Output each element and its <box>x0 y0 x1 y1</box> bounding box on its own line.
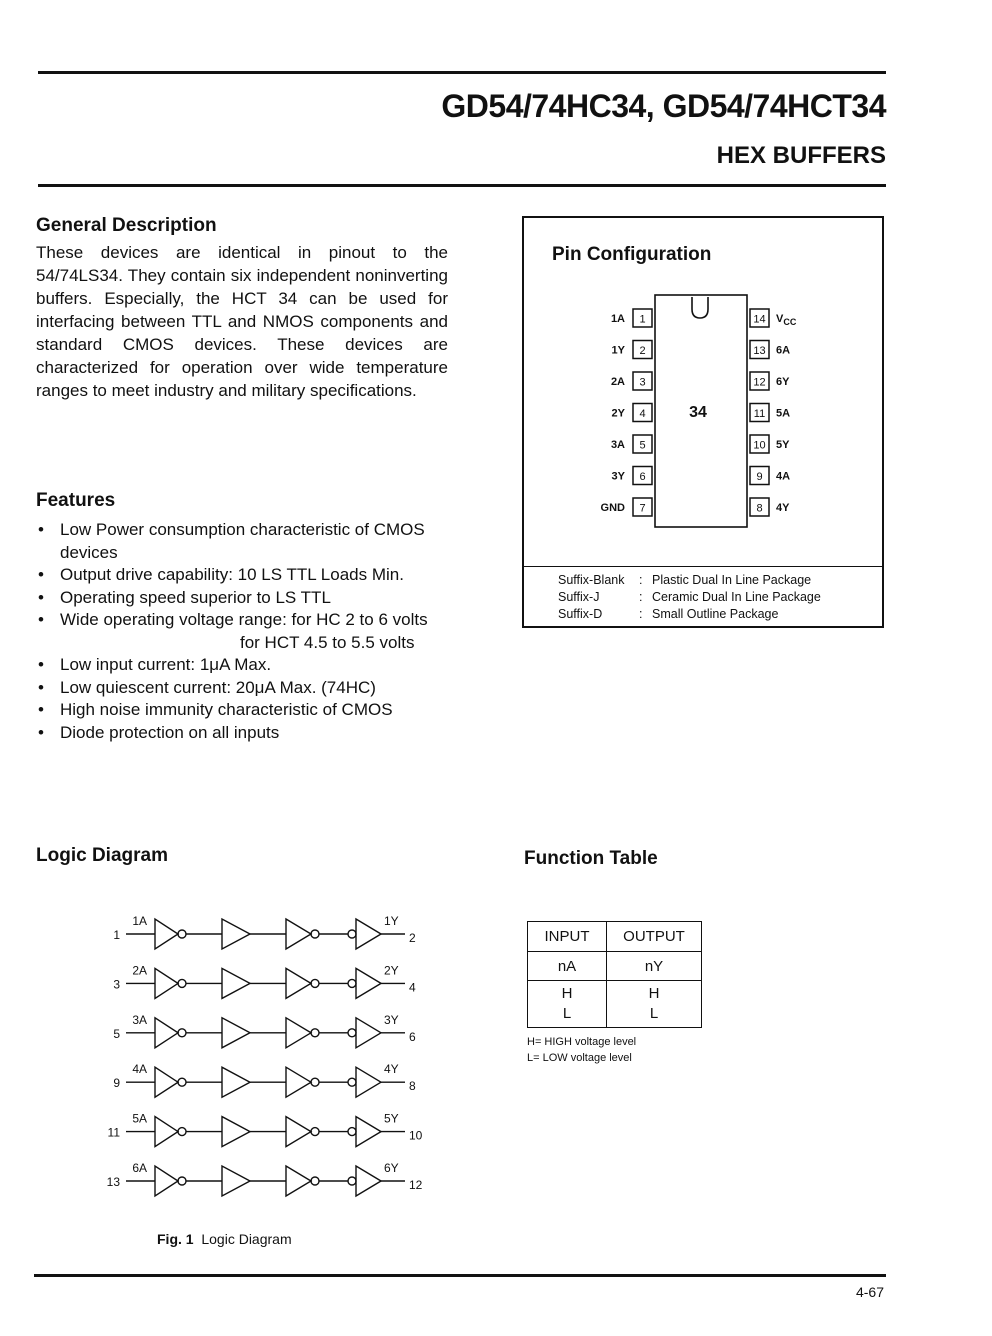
table-row <box>528 981 702 1028</box>
inversion-bubble <box>348 979 356 987</box>
output-name: 1Y <box>384 914 399 928</box>
table-cell: L <box>562 1005 572 1022</box>
buffer-symbol <box>222 1018 250 1048</box>
output-name: 6Y <box>384 1161 399 1175</box>
feature-item: • Output drive capability: 10 LS TTL Loads Min. <box>36 564 466 587</box>
suffix-blank-key: Suffix-Blank <box>558 573 625 587</box>
output-name: 2Y <box>384 963 399 978</box>
inverter-symbol <box>155 968 178 998</box>
page-title: GD54/74HC34, GD54/74HCT34 <box>441 88 886 124</box>
inverter-symbol <box>286 1166 311 1196</box>
inverter-symbol <box>286 968 311 998</box>
buffer-chain <box>113 963 416 998</box>
input-name: 5A <box>132 1111 147 1126</box>
pin-number: 13 <box>753 345 766 357</box>
caption-fig-number: Fig. 1 <box>157 1231 194 1247</box>
pin-name: 1A <box>610 313 625 325</box>
buffer-symbol <box>356 1067 381 1097</box>
inversion-bubble <box>348 1078 356 1086</box>
output-name: 3Y <box>384 1012 399 1027</box>
pin-name: 6Y <box>776 376 790 388</box>
output-pin-number: 2 <box>409 931 416 945</box>
features-heading: Features <box>36 490 116 511</box>
logic-diagram-heading: Logic Diagram <box>36 845 168 866</box>
pin-name: 3Y <box>611 470 625 483</box>
input-pin-number: 1 <box>113 928 120 942</box>
page-number: 4-67 <box>855 1284 884 1300</box>
suffix-d-value: Small Outline Package <box>652 607 779 621</box>
buffer-symbol <box>356 1166 381 1196</box>
buffer-symbol <box>356 1117 381 1147</box>
inverter-symbol <box>155 1067 178 1097</box>
table-cell: H <box>561 985 573 1002</box>
output-name: 5Y <box>384 1111 399 1126</box>
buffer-chain <box>113 1013 416 1048</box>
feature-item-continuation: for HCT 4.5 to 5.5 volts <box>240 632 415 652</box>
pin-number: 10 <box>753 439 766 452</box>
pin-number: 5 <box>639 439 646 452</box>
feature-item: • Low quiescent current: 20μA Max. (74HC) <box>36 677 466 700</box>
pin-number: 9 <box>756 471 763 483</box>
inversion-bubble <box>348 930 356 938</box>
suffix-j-value: Ceramic Dual In Line Package <box>652 590 821 604</box>
buffer-chain <box>113 1062 416 1097</box>
input-pin-number: 5 <box>113 1026 120 1041</box>
function-table <box>527 921 702 1028</box>
inverter-symbol <box>286 919 311 949</box>
ic-label: 34 <box>689 404 707 421</box>
table-cell: L <box>649 1005 659 1022</box>
buffer-chain <box>108 1112 423 1147</box>
inverter-symbol <box>286 1117 311 1147</box>
feature-item: • Wide operating voltage range: for HC 2 to 6 volts for HCT 4.5 to 5.5 volts <box>36 609 466 654</box>
inversion-bubble <box>348 1177 356 1185</box>
logic-diagram-caption <box>157 1231 292 1247</box>
input-pin-number: 11 <box>107 1125 120 1140</box>
suffix-d-key: Suffix-D <box>558 607 603 621</box>
input-name: 4A <box>132 1062 147 1077</box>
inverter-symbol <box>155 1166 178 1196</box>
buffer-symbol <box>356 1018 381 1048</box>
buffer-symbol <box>222 1166 250 1196</box>
pin-name: 2A <box>610 376 625 388</box>
buffer-chain <box>107 1161 423 1196</box>
buffer-symbol <box>356 968 381 998</box>
legend-high: H= HIGH voltage level <box>527 1036 637 1048</box>
suffix-j-sep: : <box>639 590 643 604</box>
buffer-chain <box>113 914 416 949</box>
pin-number: 12 <box>753 376 766 389</box>
pin-name: 5A <box>776 407 791 420</box>
buffer-symbol <box>356 919 381 949</box>
pin-number: 2 <box>639 345 646 357</box>
function-table-heading: Function Table <box>524 848 658 869</box>
pin-number: 1 <box>639 313 646 326</box>
suffix-d-sep: : <box>639 607 643 621</box>
feature-item: • Low input current: 1μA Max. <box>36 654 466 677</box>
suffix-blank-value: Plastic Dual In Line Package <box>652 573 812 587</box>
pin-name: $V_{CC}$ <box>776 313 797 327</box>
pin-number: 4 <box>639 408 646 420</box>
pin-name: GND <box>600 502 625 514</box>
inverter-symbol <box>286 1018 311 1048</box>
general-description-text: These devices are identical in pinout to the 54/74LS34. They contain six independent noninverting buffers. Especially, the HCT 34 can be used for interfacing between TTL and NMOS components and standard CMOS devices. These devices are characterized for operation over wide temperature ranges to meet industry and military specifications. <box>36 243 448 400</box>
inverter-symbol <box>286 1067 311 1097</box>
caption-text: Logic Diagram <box>201 1231 292 1247</box>
output-pin-number: 12 <box>409 1178 423 1192</box>
pin-number: 14 <box>753 313 766 326</box>
buffer-symbol <box>222 1117 250 1147</box>
pin-name: 4Y <box>776 502 790 514</box>
suffix-blank-sep: : <box>639 573 643 587</box>
inverter-symbol <box>155 1117 178 1147</box>
suffix-j-key: Suffix-J <box>558 590 600 604</box>
pin-configuration-heading: Pin Configuration <box>552 244 712 265</box>
pin-number: 7 <box>639 502 646 515</box>
inversion-bubble <box>348 1128 356 1136</box>
page-subtitle: HEX BUFFERS <box>716 142 886 169</box>
pin-name: 1Y <box>611 344 625 357</box>
pin-number: 3 <box>639 376 646 389</box>
table-cell: H <box>648 985 660 1002</box>
buffer-symbol <box>222 919 250 949</box>
pin-number: 8 <box>756 502 763 515</box>
input-pin-number: 13 <box>106 1175 120 1189</box>
table-subheader-output: nY <box>607 952 702 981</box>
feature-item: • High noise immunity characteristic of CMOS <box>36 699 466 722</box>
table-header-input: INPUT <box>528 922 607 952</box>
pin-name: 2Y <box>611 407 625 420</box>
input-name: 6A <box>132 1161 147 1175</box>
pin-name: 3A <box>610 439 625 451</box>
feature-item: • Low Power consumption characteristic of CMOS devices <box>36 519 466 564</box>
pin-number: 11 <box>753 408 766 420</box>
table-subheader-input: nA <box>528 952 607 981</box>
pin-number: 6 <box>639 471 646 483</box>
feature-item: • Diode protection on all inputs <box>36 722 466 745</box>
general-description-heading: General Description <box>36 215 217 236</box>
inversion-bubble <box>348 1029 356 1037</box>
input-name: 1A <box>132 914 147 928</box>
pin-name: 5Y <box>776 439 790 451</box>
output-name: 4Y <box>384 1062 399 1077</box>
pin-name: 4A <box>776 470 791 483</box>
inverter-symbol <box>155 919 178 949</box>
buffer-symbol <box>222 968 250 998</box>
feature-item: • Operating speed superior to LS TTL <box>36 587 466 610</box>
input-name: 3A <box>132 1012 147 1027</box>
inverter-symbol <box>155 1018 178 1048</box>
output-pin-number: 10 <box>409 1128 423 1143</box>
output-pin-number: 8 <box>409 1079 416 1094</box>
input-pin-number: 3 <box>113 977 120 992</box>
output-pin-number: 4 <box>409 980 416 995</box>
output-pin-number: 6 <box>409 1029 416 1044</box>
table-header-output: OUTPUT <box>607 922 702 952</box>
pin-name: 6A <box>776 344 791 357</box>
input-name: 2A <box>132 963 147 978</box>
buffer-symbol <box>222 1067 250 1097</box>
input-pin-number: 9 <box>113 1076 120 1091</box>
legend-low: L= LOW voltage level <box>527 1052 632 1064</box>
